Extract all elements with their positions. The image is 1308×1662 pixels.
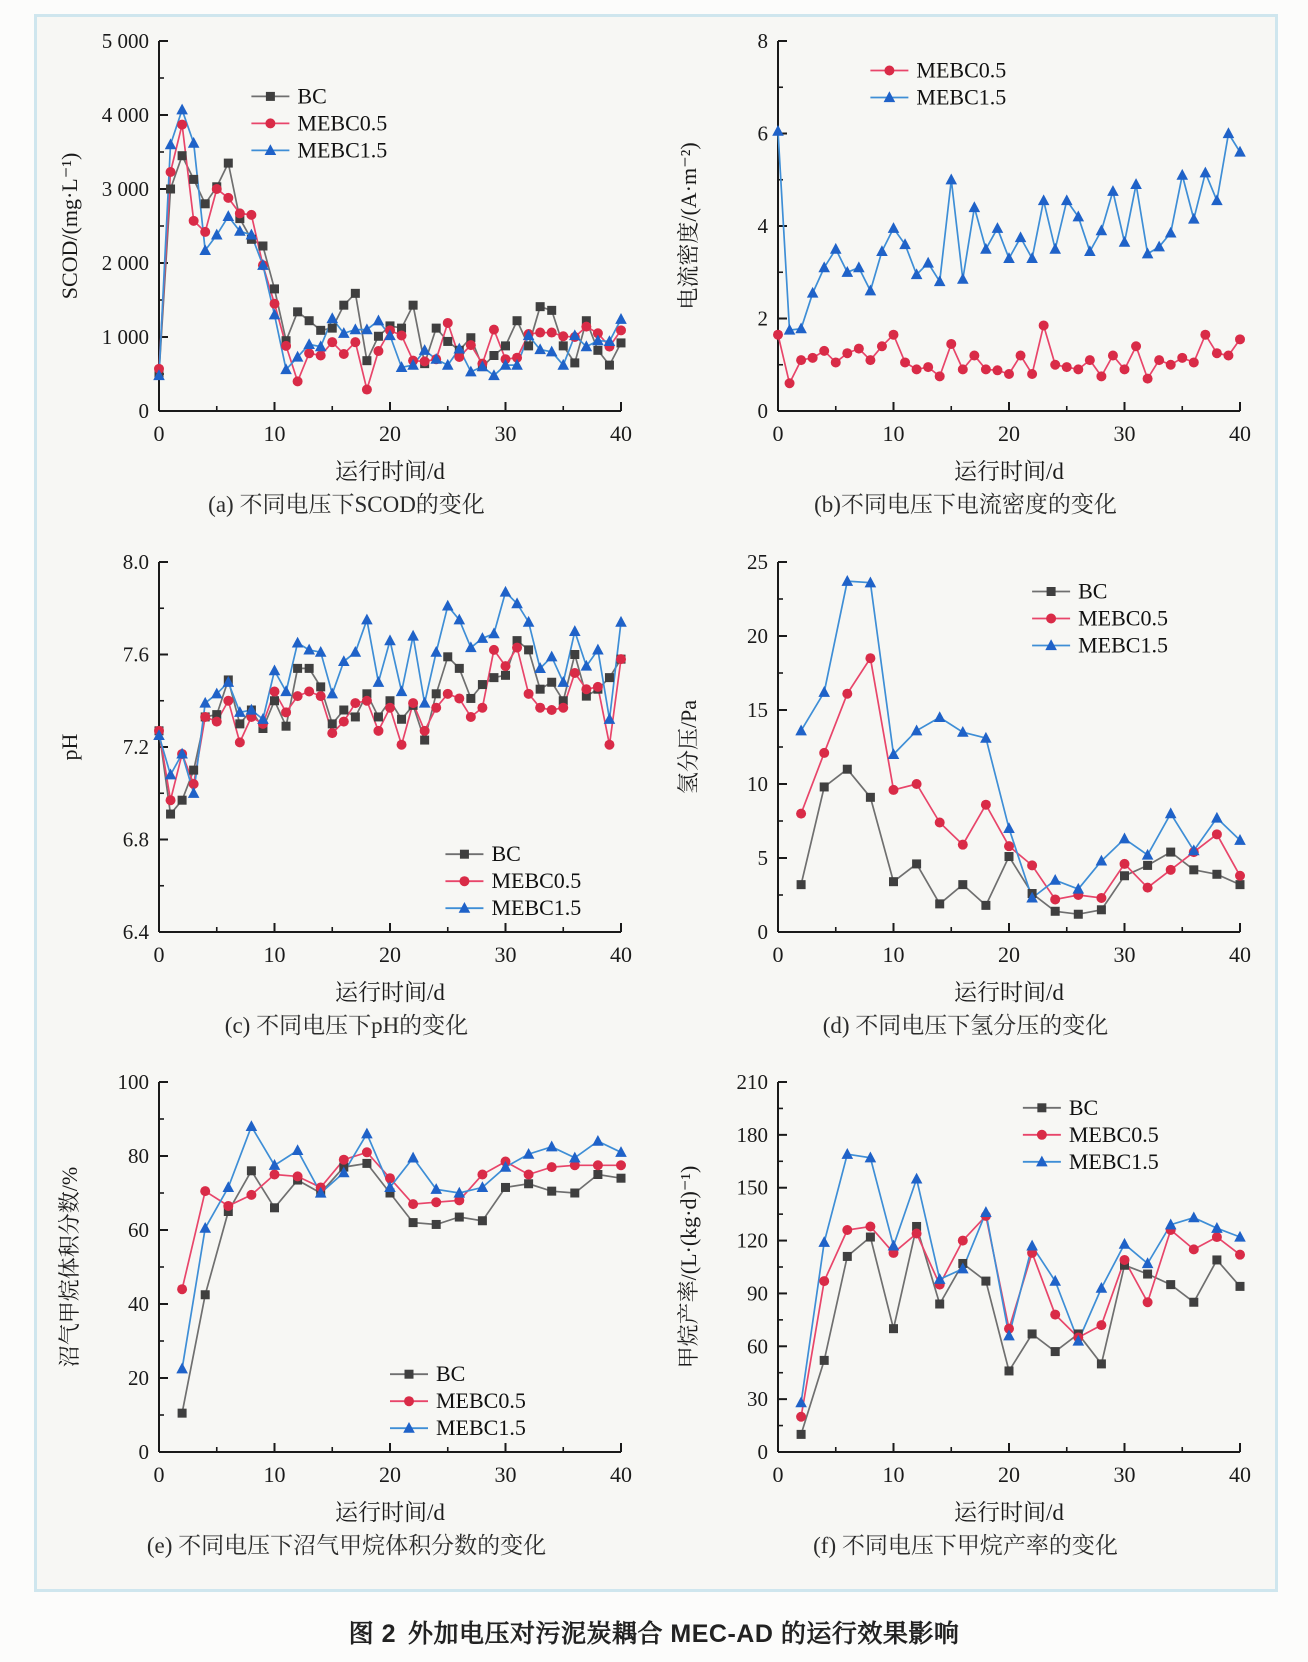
chart-d-hydrogen-pressure-canvas: [666, 542, 1266, 1012]
svg-text:运行时间/d: 运行时间/d: [334, 979, 445, 1005]
svg-text:0: 0: [153, 421, 164, 446]
svg-text:30: 30: [494, 421, 516, 446]
svg-text:60: 60: [746, 1334, 768, 1359]
svg-text:MEBC1.5: MEBC1.5: [915, 84, 1006, 110]
svg-text:7.2: 7.2: [122, 734, 149, 759]
svg-text:10: 10: [746, 771, 768, 796]
subplot-b: [656, 21, 1275, 542]
svg-text:MEBC1.5: MEBC1.5: [296, 137, 387, 163]
svg-text:6.8: 6.8: [122, 827, 149, 852]
svg-text:运行时间/d: 运行时间/d: [953, 979, 1064, 1005]
svg-text:15: 15: [746, 697, 768, 722]
subplot-b-caption: (b)不同电压下电流密度的变化: [814, 492, 1117, 517]
svg-text:40: 40: [1228, 941, 1251, 967]
svg-text:40: 40: [609, 421, 632, 446]
svg-text:MEBC1.5: MEBC1.5: [490, 894, 581, 920]
svg-text:8.0: 8.0: [122, 549, 149, 574]
svg-text:40: 40: [1228, 421, 1251, 446]
svg-text:电流密度/(A·m⁻²): 电流密度/(A·m⁻²): [675, 142, 701, 310]
svg-text:运行时间/d: 运行时间/d: [334, 1500, 445, 1526]
svg-text:MEBC0.5: MEBC0.5: [490, 867, 581, 893]
svg-text:25: 25: [746, 549, 768, 574]
svg-text:30: 30: [746, 1387, 768, 1412]
svg-text:BC: BC: [435, 1361, 465, 1387]
svg-text:BC: BC: [296, 83, 327, 109]
chart-a-scod-canvas: [47, 21, 647, 491]
svg-text:10: 10: [882, 941, 904, 967]
svg-text:2: 2: [757, 306, 768, 331]
svg-text:运行时间/d: 运行时间/d: [953, 459, 1064, 484]
svg-text:4 000: 4 000: [101, 103, 149, 127]
chart-e-methane-fraction-canvas: [47, 1062, 647, 1532]
chart-f-methane-yield-canvas: [666, 1062, 1266, 1532]
figure-panel: [34, 14, 1278, 1592]
svg-text:MEBC1.5: MEBC1.5: [435, 1415, 526, 1441]
svg-text:MEBC1.5: MEBC1.5: [1077, 632, 1168, 658]
svg-text:20: 20: [378, 941, 401, 967]
svg-text:MEBC0.5: MEBC0.5: [435, 1388, 526, 1414]
svg-text:0: 0: [772, 941, 783, 967]
svg-text:MEBC0.5: MEBC0.5: [296, 110, 387, 136]
svg-text:20: 20: [378, 1462, 401, 1488]
svg-text:SCOD/(mg·L⁻¹): SCOD/(mg·L⁻¹): [56, 152, 82, 300]
chart-c-ph-canvas: [47, 542, 647, 1012]
svg-text:3 000: 3 000: [101, 177, 149, 201]
svg-text:20: 20: [378, 421, 401, 446]
svg-text:40: 40: [609, 941, 632, 967]
svg-text:沼气甲烷体积分数/%: 沼气甲烷体积分数/%: [56, 1167, 82, 1368]
svg-text:0: 0: [138, 399, 149, 423]
svg-text:pH: pH: [56, 733, 82, 761]
subplot-d: [656, 542, 1275, 1063]
svg-text:10: 10: [882, 421, 904, 446]
figure-caption-number: 图 2: [348, 1620, 396, 1648]
svg-text:120: 120: [736, 1228, 768, 1253]
svg-text:0: 0: [757, 399, 768, 423]
svg-text:氢分压/Pa: 氢分压/Pa: [675, 699, 701, 794]
svg-text:30: 30: [494, 1462, 516, 1488]
svg-text:5 000: 5 000: [101, 29, 149, 53]
svg-text:5: 5: [757, 845, 768, 870]
svg-text:BC: BC: [1077, 578, 1107, 604]
svg-text:20: 20: [127, 1366, 149, 1391]
svg-text:0: 0: [153, 1462, 164, 1488]
chart-b-current-density-canvas: [666, 21, 1266, 491]
svg-text:MEBC0.5: MEBC0.5: [1068, 1122, 1159, 1148]
subplot-e-caption: (e) 不同电压下沼气甲烷体积分数的变化: [146, 1533, 547, 1559]
svg-text:0: 0: [757, 1440, 768, 1465]
svg-text:20: 20: [746, 623, 768, 648]
svg-text:MEBC0.5: MEBC0.5: [915, 57, 1006, 83]
svg-text:20: 20: [997, 941, 1020, 967]
svg-text:30: 30: [1113, 1462, 1135, 1488]
svg-text:180: 180: [736, 1123, 768, 1148]
svg-text:0: 0: [772, 1462, 783, 1488]
svg-text:100: 100: [117, 1070, 149, 1095]
svg-text:20: 20: [997, 1462, 1020, 1488]
svg-text:8: 8: [757, 29, 768, 53]
svg-text:20: 20: [997, 421, 1020, 446]
svg-text:0: 0: [757, 919, 768, 944]
svg-text:6.4: 6.4: [122, 919, 149, 944]
svg-text:30: 30: [1113, 421, 1135, 446]
svg-text:90: 90: [746, 1281, 768, 1306]
svg-text:10: 10: [263, 941, 285, 967]
subplot-c-caption: (c) 不同电压下pH的变化: [224, 1012, 469, 1038]
svg-text:40: 40: [1228, 1462, 1251, 1488]
subplot-a-caption: (a) 不同电压下SCOD的变化: [208, 492, 485, 517]
svg-text:BC: BC: [1068, 1095, 1098, 1121]
svg-text:0: 0: [153, 941, 164, 967]
svg-text:1 000: 1 000: [101, 325, 149, 349]
svg-text:10: 10: [263, 421, 285, 446]
subplot-d-caption: (d) 不同电压下氢分压的变化: [822, 1012, 1109, 1038]
svg-text:BC: BC: [490, 840, 521, 866]
subplot-c: [37, 542, 656, 1063]
svg-text:60: 60: [127, 1218, 149, 1243]
subplot-e: [37, 1062, 656, 1583]
figure-caption: [0, 1614, 1308, 1650]
svg-text:7.6: 7.6: [122, 642, 149, 667]
svg-text:运行时间/d: 运行时间/d: [334, 459, 445, 484]
svg-text:运行时间/d: 运行时间/d: [953, 1500, 1064, 1526]
svg-text:40: 40: [127, 1292, 149, 1317]
svg-text:30: 30: [1113, 941, 1135, 967]
svg-text:0: 0: [772, 421, 783, 446]
subplot-a: [37, 21, 656, 542]
svg-text:2 000: 2 000: [101, 251, 149, 275]
svg-text:4: 4: [757, 214, 768, 238]
svg-text:6: 6: [757, 121, 768, 146]
svg-text:MEBC1.5: MEBC1.5: [1068, 1149, 1159, 1175]
svg-text:10: 10: [263, 1462, 285, 1488]
figure-caption-text: 外加电压对污泥炭耦合 MEC-AD 的运行效果影响: [407, 1620, 960, 1648]
svg-text:甲烷产率/(L·(kg·d)⁻¹): 甲烷产率/(L·(kg·d)⁻¹): [675, 1165, 701, 1369]
svg-text:30: 30: [494, 941, 516, 967]
subplot-f-caption: (f) 不同电压下甲烷产率的变化: [813, 1533, 1118, 1559]
svg-text:80: 80: [127, 1144, 149, 1169]
svg-text:210: 210: [736, 1070, 768, 1095]
svg-text:MEBC0.5: MEBC0.5: [1077, 605, 1168, 631]
svg-text:150: 150: [736, 1176, 768, 1201]
subplot-f: [656, 1062, 1275, 1583]
svg-text:0: 0: [138, 1440, 149, 1465]
svg-text:40: 40: [609, 1462, 632, 1488]
svg-text:10: 10: [882, 1462, 904, 1488]
